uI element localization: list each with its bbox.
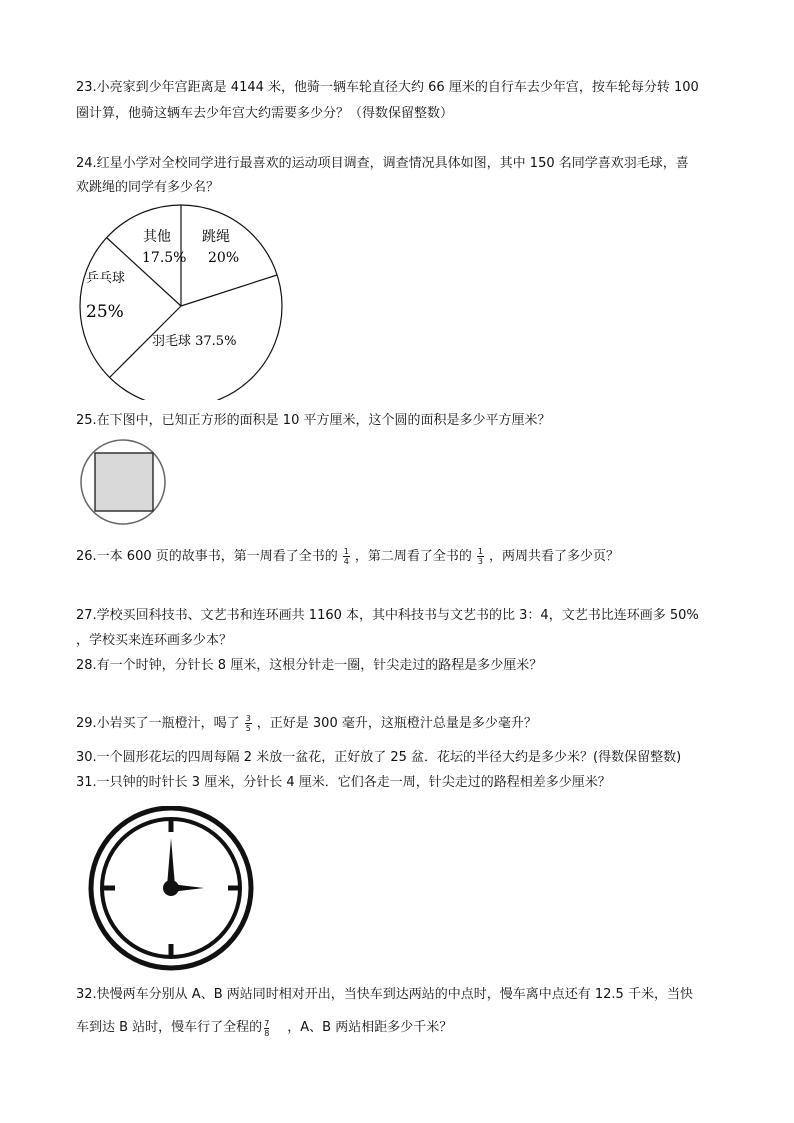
question-24-line-2: 欢跳绳的同学有多少名？: [76, 180, 220, 195]
question-29: [76, 714, 537, 734]
fraction-one-third: [477, 547, 484, 566]
question-32-line-2: [76, 1018, 452, 1038]
pie-divider-right: [181, 275, 277, 306]
frac-numerator: 1: [343, 547, 349, 556]
pie-chart: [76, 200, 296, 400]
fraction-three-fifths: [245, 714, 252, 733]
question-28: 28.有一个时钟，分针长 8 厘米，这根分针走一圈，针尖走过的路程是多少厘米？: [76, 658, 543, 673]
circle-square-figure: [78, 439, 168, 529]
question-32-line-1: 32.快慢两车分别从 A、B 两站同时相对开出，当快车到达两站的中点时，慢车离中点还有 12.5 千米，当快: [76, 987, 693, 1002]
q32-text-2: ，A、B 两站相距多少千米？: [287, 1020, 453, 1035]
q29-text-2: ，正好是 300 毫升，这瓶橙汁总量是多少毫升？: [256, 716, 537, 731]
question-23-line-2: 圈计算，他骑这辆车去少年宫大约需要多少分？（得数保留整数）: [76, 106, 454, 121]
frac-denominator: 4: [343, 557, 349, 566]
label-other-pct: 17.5%: [142, 250, 187, 266]
label-pingpong-pct: 25%: [86, 302, 124, 322]
label-other-name: 其他: [143, 229, 171, 245]
question-23-line-1: 23.小亮家到少年宫距离是 4144 米，他骑一辆车轮直径大约 66 厘米的自行车去少年宫，按车轮每分转 100: [76, 80, 699, 95]
q26-text-1: 26.一本 600 页的故事书，第一周看了全书的: [76, 549, 338, 564]
question-24-line-1: 24.红星小学对全校同学进行最喜欢的运动项目调查，调查情况具体如图，其中 150 名同学喜欢羽毛球，喜: [76, 156, 689, 171]
question-26: [76, 547, 619, 567]
minute-hand: [167, 838, 175, 886]
label-rope-pct: 20%: [208, 250, 240, 266]
q32-text-1: 车到达 B 站时，慢车行了全程的: [76, 1020, 263, 1035]
fraction-one-quarter: [343, 547, 350, 566]
q26-text-3: ，两周共看了多少页？: [488, 549, 619, 564]
frac-numerator: 1: [477, 547, 483, 556]
question-30: 30.一个圆形花坛的四周每隔 2 米放一盆花，正好放了 25 盆．花坛的半径大约是多少米？(得数保留整数): [76, 750, 682, 765]
frac-denominator: 5: [245, 724, 251, 733]
frac-denominator: 3: [477, 557, 483, 566]
q29-text-1: 29.小岩买了一瓶橙汁，喝了: [76, 716, 240, 731]
question-27-line-1: 27.学校买回科技书、文艺书和连环画共 1160 本，其中科技书与文艺书的比 3：4，文艺书比连环画多 50%: [76, 608, 699, 623]
label-badminton: 羽毛球 37.5%: [152, 334, 237, 349]
label-pingpong-name: 乒乓球: [86, 271, 126, 286]
label-rope-name: 跳绳: [202, 229, 230, 245]
q26-text-2: ，第二周看了全书的: [354, 549, 472, 564]
frac-numerator: 7: [264, 1019, 270, 1028]
frac-numerator: 3: [245, 714, 251, 723]
inner-square: [95, 453, 153, 511]
clock-center: [163, 880, 179, 896]
question-27-line-2: ，学校买来连环画多少本？: [76, 633, 233, 648]
frac-denominator: 8: [264, 1029, 270, 1038]
fraction-seven-eighths: [264, 1019, 269, 1038]
question-25: 25.在下图中，已知正方形的面积是 10 平方厘米，这个圆的面积是多少平方厘米？: [76, 413, 551, 428]
question-31: 31.一只钟的时针长 3 厘米，分针长 4 厘米．它们各走一周，针尖走过的路程相差多少厘米？: [76, 775, 611, 790]
clock-figure: [88, 806, 258, 972]
